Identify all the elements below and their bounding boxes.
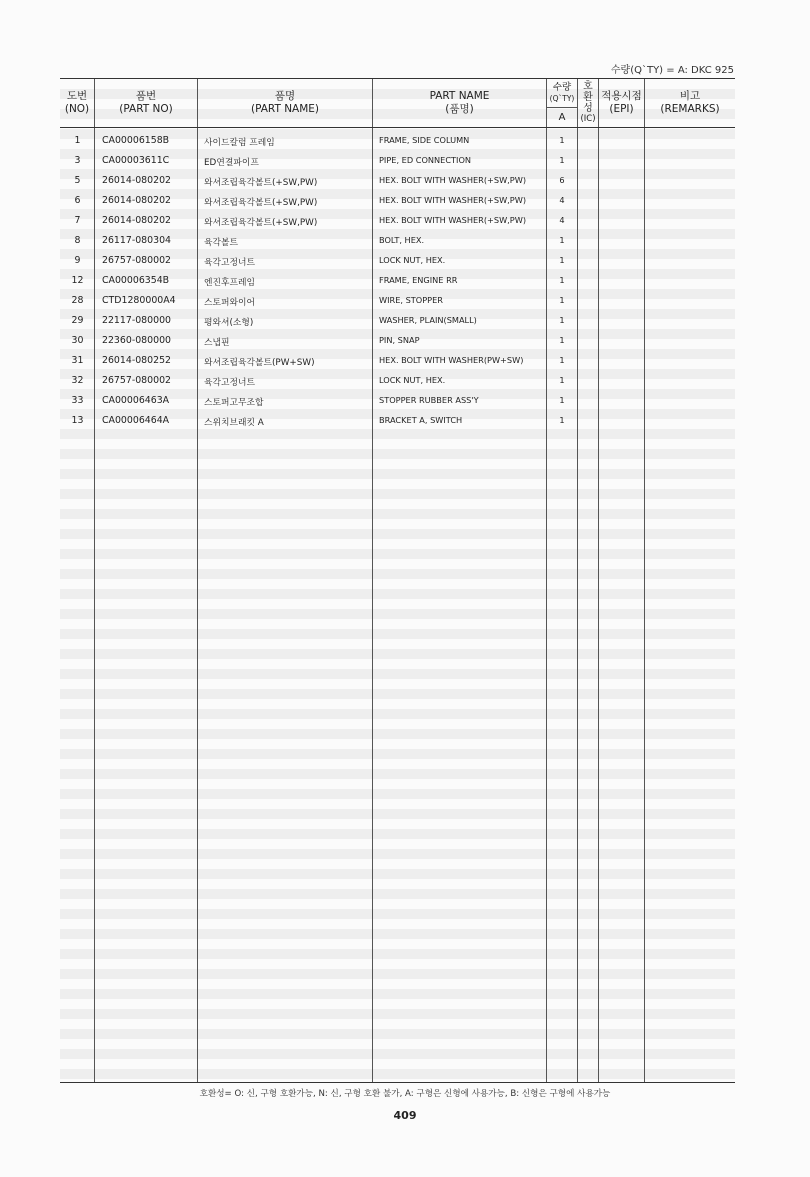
row-no: 7 <box>74 215 81 226</box>
table-header <box>60 79 735 128</box>
row-part-no: CTD1280000A4 <box>102 295 176 306</box>
qty-note: 수량(Q`TY) = A: DKC 925 <box>610 65 734 76</box>
row-name-en: HEX. BOLT WITH WASHER(+SW,PW) <box>379 175 527 185</box>
table-row <box>60 191 735 211</box>
row-name-kr: 스냅핀 <box>204 338 230 348</box>
row-name-en: LOCK NUT, HEX. <box>379 255 446 265</box>
row-qty: 4 <box>559 215 565 225</box>
row-part-no: 26757-080002 <box>102 255 171 266</box>
header-remarks-kr: 비고 <box>679 90 701 102</box>
row-qty: 1 <box>559 315 565 325</box>
row-name-en: LOCK NUT, HEX. <box>379 375 446 385</box>
header-part-name-kr-sub: (PART NAME) <box>250 103 320 115</box>
row-part-no: 26757-080002 <box>102 375 171 386</box>
row-name-kr: 스위치브래킷 A <box>204 418 264 428</box>
row-name-kr: 육각고정너트 <box>204 258 255 268</box>
row-qty: 1 <box>559 295 565 305</box>
header-part-no-kr: 품번 <box>135 90 157 102</box>
header-no-kr: 도번 <box>66 90 88 102</box>
row-name-kr: 와셔조립육각볼트(+SW,PW) <box>204 198 318 208</box>
parts-table <box>60 78 735 1083</box>
table-row <box>60 331 735 351</box>
header-no-en: (NO) <box>64 103 90 115</box>
row-qty: 1 <box>559 335 565 345</box>
table-row <box>60 351 735 371</box>
header-remarks <box>645 79 735 127</box>
row-name-kr: 스토퍼와이어 <box>204 298 255 308</box>
row-no: 32 <box>71 375 84 386</box>
header-part-name-en-sub: (품명) <box>445 103 474 115</box>
row-qty: 1 <box>559 235 565 245</box>
row-name-kr: 평와셔(소형) <box>204 318 254 328</box>
page-number: 409 <box>393 1109 417 1122</box>
table-row <box>60 391 735 411</box>
row-no: 5 <box>74 175 81 186</box>
row-name-en: HEX. BOLT WITH WASHER(+SW,PW) <box>379 195 527 205</box>
row-no: 33 <box>71 395 84 406</box>
table-row <box>60 411 735 431</box>
table-row <box>60 151 735 171</box>
row-part-no: 22117-080000 <box>102 315 171 326</box>
header-ic-char: 성 <box>583 103 593 114</box>
row-no: 6 <box>74 195 81 206</box>
table-row <box>60 211 735 231</box>
row-qty: 1 <box>559 155 565 165</box>
row-part-no: CA00003611C <box>102 155 170 166</box>
row-no: 29 <box>71 315 84 326</box>
row-name-kr: 엔진후프레임 <box>204 278 255 288</box>
row-qty: 1 <box>559 375 565 385</box>
compatibility-footnote: 호환성= O: 신, 구형 호환가능, N: 신, 구형 호환 불가, A: 구형은 신형에 사용가능, B: 신형은 구형에 사용가능 <box>199 1089 611 1099</box>
header-qty-en: (Q`TY) <box>549 94 575 103</box>
header-part-name-kr-title: 품명 <box>274 90 296 102</box>
row-part-no: CA00006158B <box>102 135 170 146</box>
row-qty: 1 <box>559 255 565 265</box>
row-no: 9 <box>74 255 81 266</box>
table-row <box>60 311 735 331</box>
row-no: 13 <box>71 415 84 426</box>
row-name-en: WIRE, STOPPER <box>379 295 443 305</box>
row-no: 8 <box>74 235 81 246</box>
row-no: 28 <box>71 295 84 306</box>
row-name-en: PIPE, ED CONNECTION <box>379 155 472 165</box>
row-part-no: 26117-080304 <box>102 235 171 246</box>
row-part-no: 26014-080202 <box>102 215 171 226</box>
row-name-en: HEX. BOLT WITH WASHER(+SW,PW) <box>379 215 527 225</box>
row-name-en: WASHER, PLAIN(SMALL) <box>379 315 477 325</box>
row-name-en: FRAME, SIDE COLUMN <box>379 135 470 145</box>
row-qty: 6 <box>559 175 565 185</box>
row-name-en: FRAME, ENGINE RR <box>379 275 458 285</box>
header-part-no-en: (PART NO) <box>119 103 173 115</box>
row-no: 31 <box>71 355 84 366</box>
table-row <box>60 371 735 391</box>
row-name-kr: 육각볼트 <box>204 238 238 248</box>
row-qty: 1 <box>559 275 565 285</box>
row-part-no: CA00006464A <box>102 415 170 426</box>
row-no: 3 <box>74 155 81 166</box>
table-row <box>60 251 735 271</box>
row-name-en: PIN, SNAP <box>379 335 420 345</box>
row-name-kr: 사이드칼럼 프레임 <box>204 138 275 148</box>
row-part-no: 26014-080252 <box>102 355 171 366</box>
row-name-kr: 스토퍼고무조합 <box>204 398 264 408</box>
table-row <box>60 291 735 311</box>
row-no: 12 <box>71 275 84 286</box>
row-name-en: HEX. BOLT WITH WASHER(PW+SW) <box>379 355 524 365</box>
row-part-no: CA00006463A <box>102 395 170 406</box>
row-name-en: BRACKET A, SWITCH <box>379 415 463 425</box>
header-part-name-en-title: PART NAME <box>429 90 490 102</box>
row-name-en: BOLT, HEX. <box>379 235 425 245</box>
row-qty: 1 <box>559 135 565 145</box>
header-remarks-en: (REMARKS) <box>660 103 720 115</box>
header-epi-kr: 적용시점 <box>601 90 642 102</box>
table-row <box>60 171 735 191</box>
row-qty: 1 <box>559 415 565 425</box>
header-part-name-kr <box>198 79 372 127</box>
table-row <box>60 271 735 291</box>
header-qty-a: A <box>558 111 566 123</box>
header-ic-en: (IC) <box>580 114 596 124</box>
header-part-name-en <box>373 79 546 127</box>
table-body <box>60 131 735 431</box>
header-part-no <box>95 79 197 127</box>
table-row <box>60 131 735 151</box>
row-qty: 1 <box>559 395 565 405</box>
row-no: 1 <box>74 135 81 146</box>
row-part-no: 26014-080202 <box>102 175 171 186</box>
row-name-kr: 와셔조립육각볼트(+SW,PW) <box>204 178 318 188</box>
header-epi <box>599 79 644 127</box>
row-part-no: 22360-080000 <box>102 335 171 346</box>
header-epi-en: (EPI) <box>609 103 634 115</box>
header-ic-char: 환 <box>583 92 593 103</box>
row-qty: 4 <box>559 195 565 205</box>
header-no <box>60 79 94 127</box>
row-qty: 1 <box>559 355 565 365</box>
header-ic <box>578 79 598 127</box>
row-no: 30 <box>71 335 84 346</box>
row-name-kr: 와셔조립육각볼트(PW+SW) <box>204 358 315 368</box>
row-name-kr: ED연결파이프 <box>204 158 259 168</box>
row-name-kr: 와셔조립육각볼트(+SW,PW) <box>204 218 318 228</box>
header-qty <box>547 79 577 108</box>
row-part-no: 26014-080202 <box>102 195 171 206</box>
header-qty-kr: 수량 <box>552 82 572 93</box>
header-ic-char: 호 <box>583 81 593 92</box>
table-row <box>60 231 735 251</box>
row-part-no: CA00006354B <box>102 275 170 286</box>
row-name-kr: 육각고정너트 <box>204 378 255 388</box>
row-name-en: STOPPER RUBBER ASS'Y <box>379 395 479 405</box>
